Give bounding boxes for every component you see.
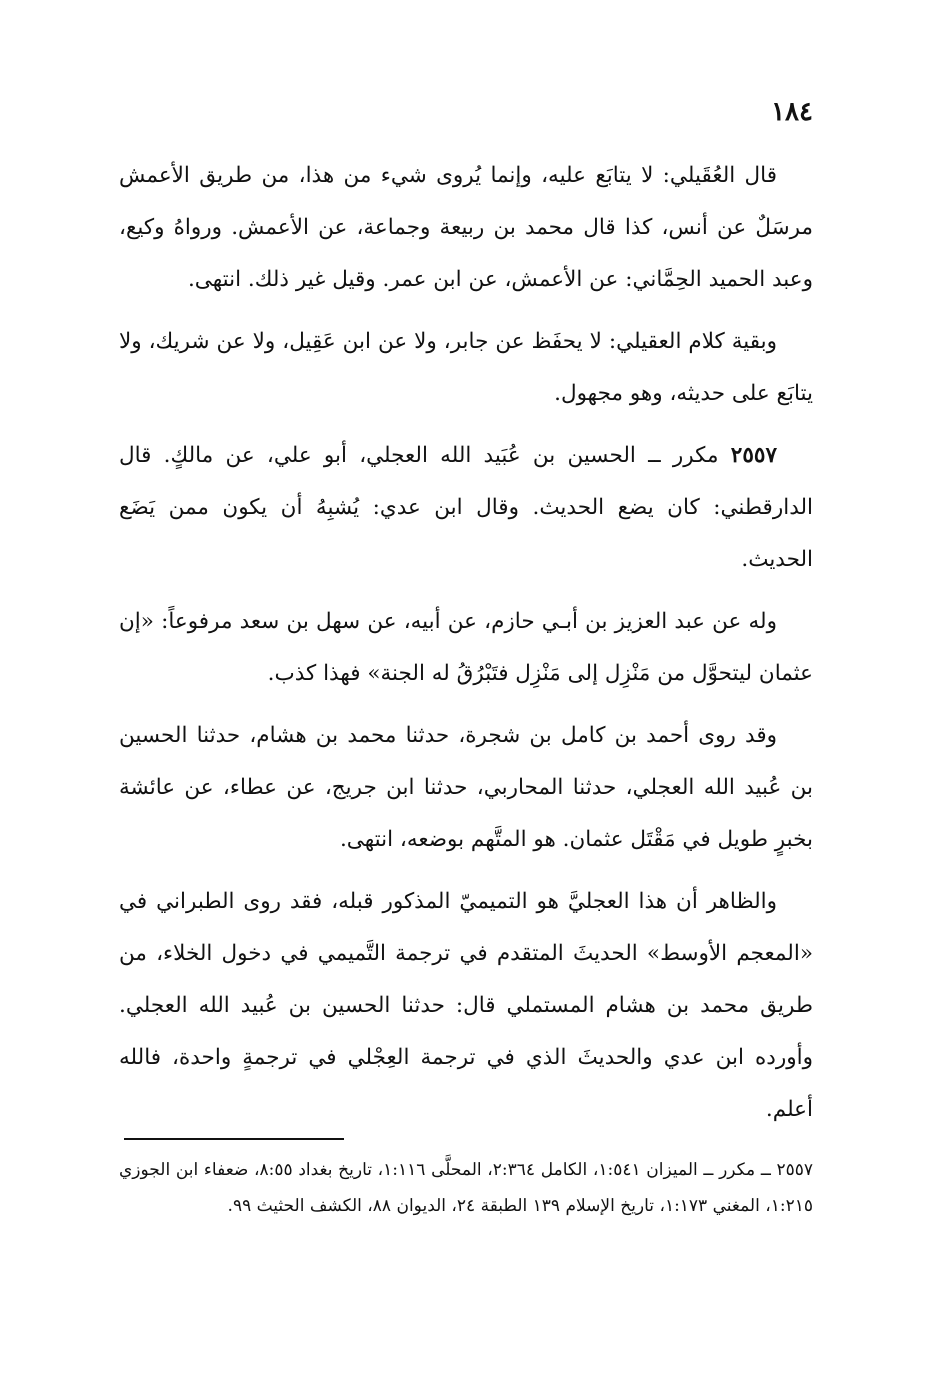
footnote-text: ــ مكرر ــ الميزان ١:٥٤١، الكامل ٢:٣٦٤، المحلَّى ١:١١٦، تاريخ بغداد ٨:٥٥، ضعفاء ابن الجوزي ١:٢١٥، المغني ١:١٧٣، تاريخ الإسلام ١٣٩ الطبقة ٢٤، الديوان ٨٨، الكشف الحثيث ٩٩. <box>119 1160 813 1216</box>
entry-number: ٢٥٥٧ <box>730 443 777 468</box>
footnote-divider <box>124 1138 344 1140</box>
paragraph-text: والظاهر أن هذا العجليَّ هو التميميّ المذكور قبله، فقد روى الطبراني في «المعجم الأوسط» الحديثَ المتقدم في ترجمة التَّميمي في دخول الخلاء، من طريق محمد بن هشام المستملي قال: حدثنا الحسين بن عُبيد الله العجلي. وأورده ابن عدي والحديثَ الذي في ترجمة العِجْلي في ترجمةٍ واحدة، فالله أعلم. <box>119 889 813 1122</box>
entry-2557 <box>119 430 813 586</box>
footnote <box>119 1152 813 1224</box>
paragraph-text: وله عن عبد العزيز بن أبـي حازم، عن أبيه، عن سهل بن سعد مرفوعاً: «إن عثمان ليتحوَّل من مَنْزِل إلى مَنْزِل فتَبْرُقُ له الجنة» فهذا كذب. <box>119 609 813 686</box>
paragraph-uqayli-quote <box>119 150 813 306</box>
paragraph-text: وبقية كلام العقيلي: لا يحفَظ عن جابر، ولا عن ابن عَقِيل، ولا عن شريك، ولا يتابَع على حديثه، وهو مجهول. <box>119 329 813 406</box>
paragraph-conclusion <box>119 876 813 1136</box>
paragraph-text: مكرر ــ الحسين بن عُبَيد الله العجلي، أبو علي، عن مالكٍ. قال الدارقطني: كان يضع الحديث. وقال ابن عدي: يُشبِهُ أن يكون ممن يَضَع الحديث. <box>119 443 813 572</box>
footnote-paragraph <box>119 1152 813 1224</box>
paragraph-uqayli-remainder <box>119 316 813 420</box>
footnote-entry-number: ٢٥٥٧ <box>776 1160 814 1180</box>
paragraph-sahl-hadith <box>119 596 813 700</box>
page-number: ١٨٤ <box>771 97 813 127</box>
paragraph-text: قال العُقَيلي: لا يتابَع عليه، وإنما يُروى شيء من هذا، من طريق الأعمش مرسَلٌ عن أنس، كذا قال محمد بن ربيعة وجماعة، عن الأعمش. ورواهُ وكيع، وعبد الحميد الحِمَّاني: عن الأعمش، عن ابن عمر. وقيل غير ذلك. انتهى. <box>119 163 813 292</box>
main-text <box>119 150 813 1146</box>
paragraph-ibn-kamil-narration <box>119 710 813 866</box>
paragraph-text: وقد روى أحمد بن كامل بن شجرة، حدثنا محمد بن هشام، حدثنا الحسين بن عُبيد الله العجلي، حدثنا المحاربي، حدثنا ابن جريج، عن عطاء، عن عائشة بخبرٍ طويل في مَقْتَل عثمان. هو المتَّهم بوضعه، انتهى. <box>119 723 813 852</box>
